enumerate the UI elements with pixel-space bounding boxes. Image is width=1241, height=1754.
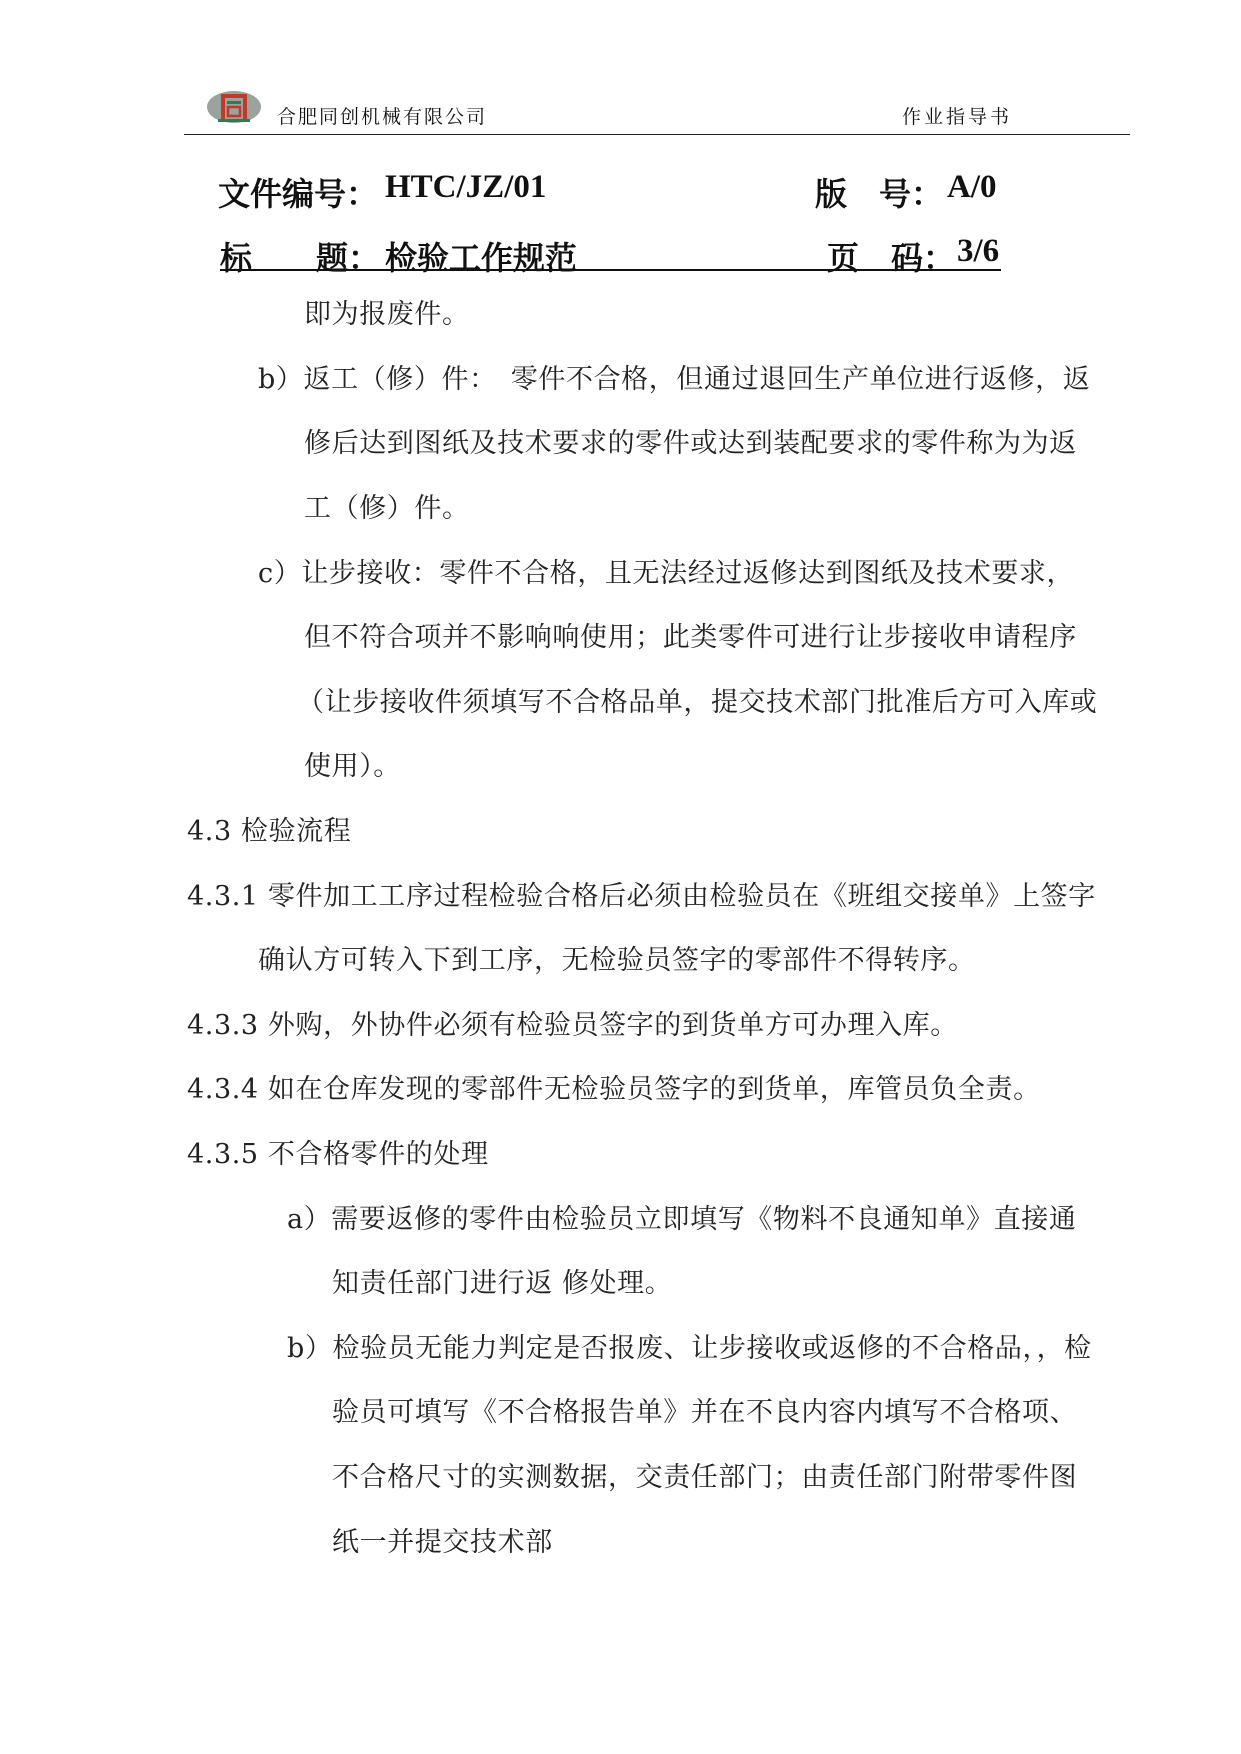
body-line: 4.3.1 零件加工工序过程检验合格后必须由检验员在《班组交接单》上签字 [187, 881, 1096, 912]
body-line: b）返工（修）件： 零件不合格，但通过退回生产单位进行返修，返 [258, 364, 1091, 395]
body-line: 但不符合项并不影响响使用；此类零件可进行让步接收申请程序 [304, 622, 1077, 653]
body-line: 验员可填写《不合格报告单》并在不良内容内填写不合格项、 [332, 1397, 1078, 1428]
header-divider [184, 134, 1130, 135]
file-number-label: 文件编号： [218, 175, 379, 213]
page-value: 3/6 [957, 233, 1000, 269]
title-value: 检验工作规范 [385, 239, 578, 277]
page-label: 页 码： [827, 239, 956, 277]
version-label: 版 号： [815, 175, 944, 213]
title-underline [220, 269, 1001, 271]
body-line: （让步接收件须填写不合格品单，提交技术部门批准后方可入库或 [297, 687, 1098, 718]
body-line: b）检验员无能力判定是否报废、让步接收或返修的不合格品，，检 [287, 1333, 1092, 1364]
body-line: c）让步接收：零件不合格，且无法经过返修达到图纸及技术要求， [258, 558, 1075, 589]
body-line: 工（修）件。 [304, 493, 470, 524]
section-heading: 4.3.5 不合格零件的处理 [187, 1139, 489, 1170]
body-line: 纸一并提交技术部 [332, 1527, 553, 1558]
section-heading: 4.3 检验流程 [187, 816, 352, 847]
company-logo [206, 89, 262, 125]
company-logo-icon [206, 89, 262, 125]
body-line: 4.3.4 如在仓库发现的零部件无检验员签字的到货单，库管员负全责。 [187, 1074, 1041, 1105]
version-value: A/0 [947, 169, 997, 205]
body-line: 不合格尺寸的实测数据，交责任部门；由责任部门附带零件图 [332, 1462, 1078, 1493]
body-line: 使用）。 [304, 751, 401, 782]
document-type: 作业指导书 [902, 106, 1013, 128]
body-line: 确认方可转入下到工序，无检验员签字的零部件不得转序。 [258, 945, 976, 976]
body-line: 即为报废件。 [304, 299, 470, 330]
body-line: 4.3.3 外购，外协件必须有检验员签字的到货单方可办理入库。 [187, 1010, 958, 1041]
title-label: 标 题： [220, 239, 381, 277]
file-number-value: HTC/JZ/01 [385, 169, 547, 205]
body-line: a）需要返修的零件由检验员立即填写《物料不良通知单》直接通 [287, 1204, 1077, 1235]
body-line: 知责任部门进行返 修处理。 [332, 1268, 673, 1299]
body-line: 修后达到图纸及技术要求的零件或达到装配要求的零件称为为返 [304, 428, 1077, 459]
company-name: 合肥同创机械有限公司 [277, 106, 488, 128]
